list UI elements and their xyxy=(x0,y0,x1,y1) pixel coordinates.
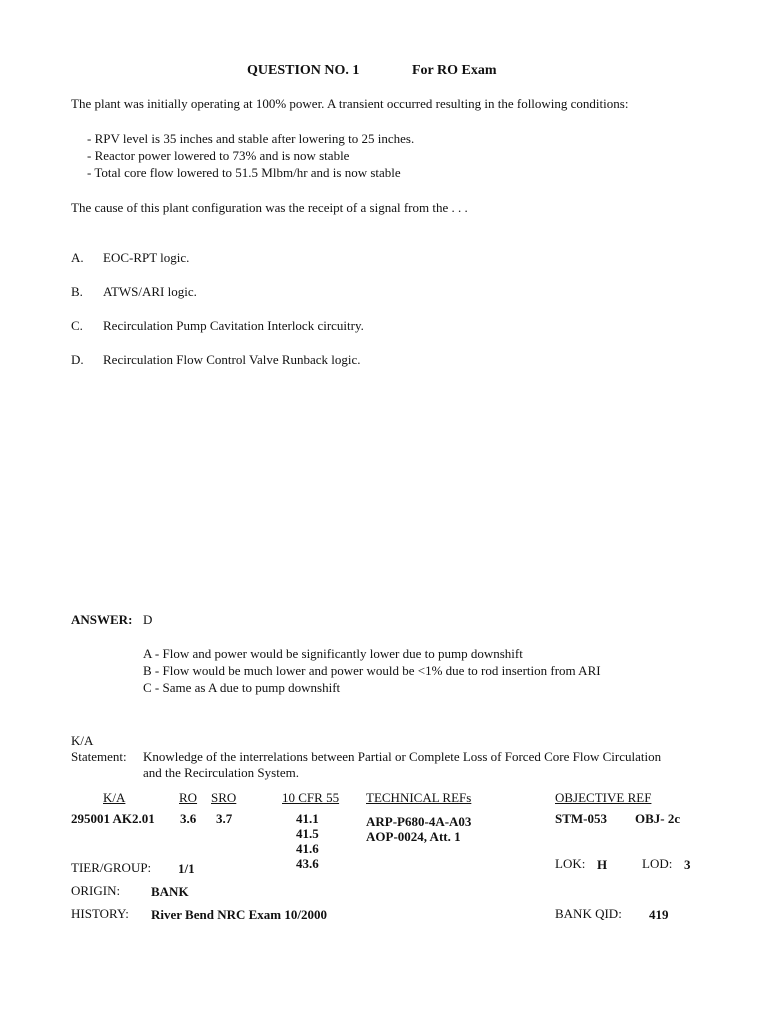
cfr-value: 41.1 xyxy=(296,811,319,826)
lod-value: 3 xyxy=(684,857,691,872)
question-number: QUESTION NO. 1 xyxy=(247,63,360,78)
cfr-value: 41.5 xyxy=(296,826,319,841)
technical-ref: AOP-0024, Att. 1 xyxy=(366,829,461,844)
cfr-value: 43.6 xyxy=(296,856,319,871)
header-ka: K/A xyxy=(103,790,126,805)
ro-value: 3.6 xyxy=(180,811,197,826)
header-sro: SRO xyxy=(211,790,237,805)
condition-item: - Total core flow lowered to 51.5 Mlbm/hr and is now stable xyxy=(87,165,401,180)
choice-letter-b: B. xyxy=(71,284,83,299)
ka-statement: Knowledge of the interrelations between Partial or Complete Loss of Forced Core Flow Circulation xyxy=(143,749,662,764)
technical-ref: ARP-P680-4A-A03 xyxy=(366,814,472,829)
ka-label: K/A xyxy=(71,733,94,748)
lod-label: LOD: xyxy=(642,856,673,871)
header-cfr: 10 CFR 55 xyxy=(282,790,340,805)
ka-value: 295001 AK2.01 xyxy=(71,811,155,826)
header-objective-ref: OBJECTIVE REF xyxy=(555,790,652,805)
tier-group-value: 1/1 xyxy=(178,861,195,876)
history-label: HISTORY: xyxy=(71,906,129,921)
lok-value: H xyxy=(597,857,608,872)
history-value: River Bend NRC Exam 10/2000 xyxy=(151,907,327,922)
answer-explanation: A - Flow and power would be significantly lower due to pump downshift xyxy=(143,646,523,661)
origin-value: BANK xyxy=(151,884,189,899)
choice-text-c: Recirculation Pump Cavitation Interlock circuitry. xyxy=(103,318,364,333)
answer-explanation: B - Flow would be much lower and power would be <1% due to rod insertion from ARI xyxy=(143,663,601,678)
answer-value: D xyxy=(143,612,153,627)
origin-label: ORIGIN: xyxy=(71,883,121,898)
choice-text-d: Recirculation Flow Control Valve Runback logic. xyxy=(103,352,361,367)
answer-label: ANSWER: xyxy=(71,612,133,627)
ka-statement: and the Recirculation System. xyxy=(143,765,299,780)
choice-letter-d: D. xyxy=(71,352,84,367)
header-ro: RO xyxy=(179,790,198,805)
condition-item: - RPV level is 35 inches and stable after lowering to 25 inches. xyxy=(87,131,415,146)
lok-label: LOK: xyxy=(555,856,586,871)
choice-text-a: EOC-RPT logic. xyxy=(103,250,190,265)
sro-value: 3.7 xyxy=(216,811,233,826)
choice-letter-a: A. xyxy=(71,250,84,265)
condition-item: - Reactor power lowered to 73% and is now stable xyxy=(87,148,350,163)
choice-letter-c: C. xyxy=(71,318,83,333)
bank-qid-value: 419 xyxy=(649,907,669,922)
exam-type: For RO Exam xyxy=(412,63,497,78)
statement-label: Statement: xyxy=(71,749,127,764)
objective-code: OBJ- 2c xyxy=(635,811,681,826)
tier-group-label: TIER/GROUP: xyxy=(71,860,152,875)
stem-prompt: The cause of this plant configuration was the receipt of a signal from the . . . xyxy=(71,200,468,215)
stem-intro: The plant was initially operating at 100% power. A transient occurred resulting in the following conditions: xyxy=(71,96,629,111)
answer-explanation: C - Same as A due to pump downshift xyxy=(143,680,341,695)
cfr-value: 41.6 xyxy=(296,841,319,856)
header-technical-refs: TECHNICAL REFs xyxy=(366,790,472,805)
choice-text-b: ATWS/ARI logic. xyxy=(103,284,197,299)
bank-qid-label: BANK QID: xyxy=(555,906,622,921)
objective-stm: STM-053 xyxy=(555,811,607,826)
